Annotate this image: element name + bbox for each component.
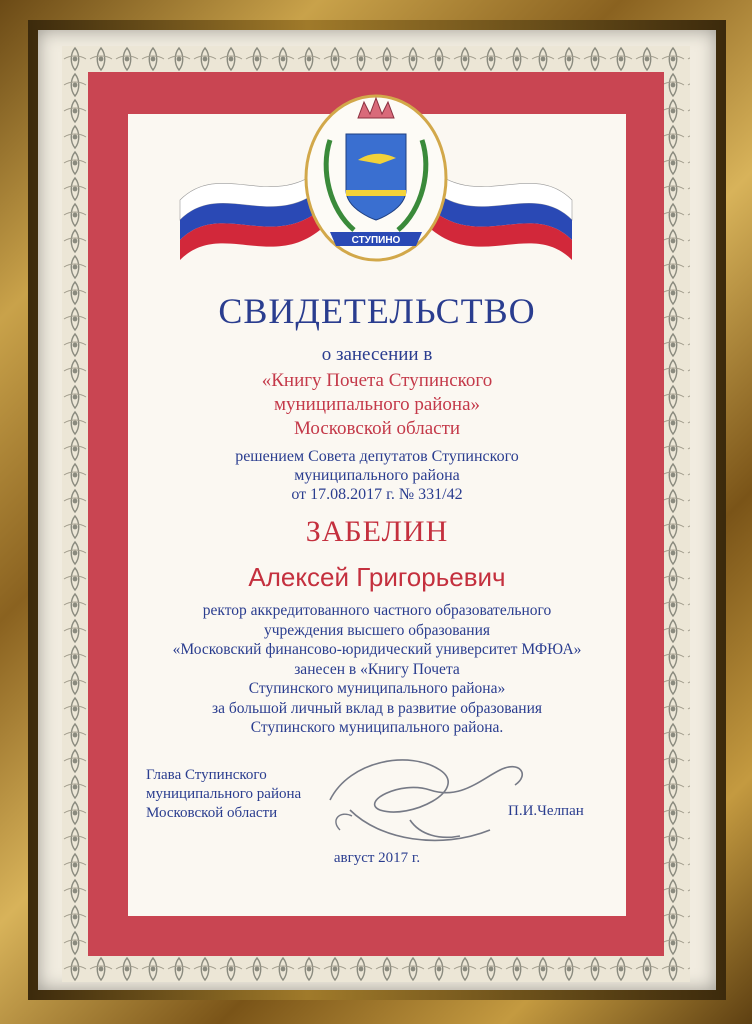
body-line: Ступинского муниципального района. — [250, 719, 504, 736]
decision-line: решением Совета депутатов Ступинского — [235, 448, 519, 465]
signatory-title — [146, 766, 301, 823]
emblem-label: СТУПИНО — [351, 235, 401, 246]
book-line: муниципального района» — [273, 394, 481, 415]
body-line: Ступинского муниципального района» — [248, 680, 506, 697]
book-line: Московской области — [293, 418, 461, 439]
body-line: «Московский финансово-юридический университет МФЮА» — [172, 641, 582, 658]
certificate-title: СВИДЕТЕЛЬСТВО — [218, 291, 536, 331]
recipient-surname: ЗАБЕЛИН — [305, 515, 449, 548]
signatory-name: П.И.Челпан — [508, 803, 584, 819]
decision-line: муниципального района — [294, 467, 460, 484]
body-line: ректор аккредитованного частного образовательного — [202, 602, 552, 619]
book-line: «Книгу Почета Ступинского — [261, 370, 493, 391]
body-line: за большой личный вклад в развитие образования — [211, 699, 543, 717]
recipient-given-names: Алексей Григорьевич — [248, 562, 506, 592]
coat-of-arms-emblem — [170, 60, 582, 280]
decision-line: от 17.08.2017 г. № 331/42 — [291, 486, 463, 503]
signatory-line: Глава Ступинского — [146, 767, 267, 783]
body-line: занесен в «Книгу Почета — [294, 660, 460, 678]
signatory-line: муниципального района — [146, 786, 302, 802]
signatory-line: Московской области — [146, 805, 278, 821]
certificate-date: август 2017 г. — [333, 850, 421, 866]
certificate-body — [128, 601, 626, 738]
book-title — [128, 369, 626, 441]
decision-text — [128, 447, 626, 504]
subtitle-line: о занесении в — [321, 344, 433, 365]
body-line: учреждения высшего образования — [263, 621, 491, 639]
